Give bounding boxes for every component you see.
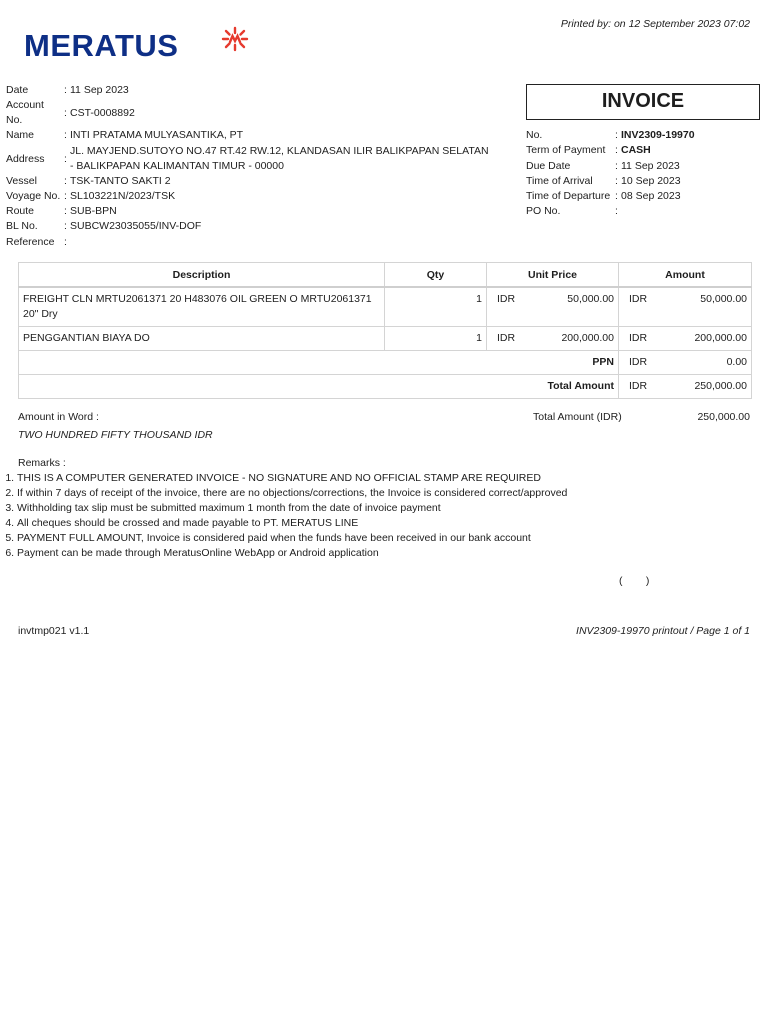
info-label: Route — [6, 205, 35, 217]
amount-value: 0.00 — [726, 356, 747, 368]
page-indicator: INV2309-19970 printout / Page 1 of 1 — [576, 625, 750, 637]
meratus-logo — [24, 24, 254, 68]
item-qty: 1 — [385, 287, 487, 327]
item-qty: 1 — [385, 327, 487, 351]
remarks-title: Remarks : — [18, 457, 66, 469]
info-value: INTI PRATAMA MULYASANTIKA, PT — [70, 129, 244, 141]
item-amount — [619, 287, 752, 327]
info-value: 08 Sep 2023 — [621, 190, 681, 202]
amount-in-word-label: Amount in Word : — [18, 411, 99, 423]
printed-by: Printed by: on 12 September 2023 07:02 — [560, 18, 750, 30]
info-value: 10 Sep 2023 — [621, 175, 681, 187]
info-value: SL103221N/2023/TSK — [70, 190, 176, 202]
table-row — [19, 327, 752, 351]
column-header: Amount — [619, 263, 752, 288]
table-header-row — [19, 263, 752, 288]
item-unit-price — [487, 327, 619, 351]
logo-text: MERATUS — [24, 28, 179, 63]
info-row-account: Account No. : CST-0008892 — [6, 98, 506, 128]
table-row — [19, 287, 752, 327]
info-label: Vessel — [6, 175, 37, 187]
remark-item: 5. PAYMENT FULL AMOUNT, Invoice is considered paid when the funds have been received in our bank account — [17, 531, 757, 546]
column-header: Qty — [385, 263, 487, 288]
info-label: Time of Departure — [526, 190, 611, 202]
info-value: 11 Sep 2023 — [70, 84, 129, 96]
info-label: Address — [6, 153, 45, 165]
info-label: Name — [6, 129, 35, 141]
invoice-items-table — [18, 262, 752, 399]
payment-term: CASH — [621, 144, 651, 156]
invoice-number: INV2309-19970 — [621, 129, 695, 141]
info-label: BL No. — [6, 220, 38, 232]
template-version: invtmp021 v1.1 — [18, 625, 90, 637]
remark-item: 4. All cheques should be crossed and made payable to PT. MERATUS LINE — [17, 516, 757, 531]
info-label: Due Date — [526, 160, 571, 172]
info-label: Date — [6, 84, 29, 96]
info-value: SUB-BPN — [70, 205, 117, 217]
total-idr-label: Total Amount (IDR) — [533, 411, 622, 423]
total-idr-value: 250,000.00 — [697, 411, 750, 423]
info-value: 11 Sep 2023 — [621, 160, 680, 172]
amount-value: 50,000.00 — [700, 293, 747, 305]
item-unit-price — [487, 287, 619, 327]
info-label: Voyage No. — [6, 190, 61, 202]
info-label: Time of Arrival — [526, 175, 593, 187]
info-value: JL. MAYJEND.SUTOYO NO.47 RT.42 RW.12, KLANDASAN ILIR BALIKPAPAN SELATAN - BALIKPAPAN KALIMANTAN TIMUR - 00000 — [70, 145, 489, 172]
currency-code: IDR — [629, 332, 648, 344]
total-label: Total Amount — [19, 375, 619, 399]
item-description: FREIGHT CLN MRTU2061371 20 H483076 OIL GREEN O MRTU2061371 20" Dry — [19, 287, 385, 327]
total-row — [19, 375, 752, 399]
column-header: Description — [19, 263, 385, 288]
ppn-row — [19, 351, 752, 375]
total-amount — [619, 375, 752, 399]
remark-item: 2. If within 7 days of receipt of the invoice, there are no objections/corrections, the Invoice is considered correct/approved — [17, 486, 757, 501]
invoice-title: INVOICE — [526, 84, 760, 120]
currency-code: IDR — [629, 356, 648, 368]
info-label: Account No. — [6, 99, 44, 126]
price-value: 50,000.00 — [567, 293, 614, 305]
currency-code: IDR — [629, 293, 648, 305]
price-value: 200,000.00 — [561, 332, 614, 344]
currency-code: IDR — [629, 380, 648, 392]
meratus-mark-icon — [220, 26, 250, 52]
info-value: CST-0008892 — [70, 107, 135, 119]
remark-item: 6. Payment can be made through MeratusOnline WebApp or Android application — [17, 546, 757, 561]
info-label: PO No. — [526, 205, 561, 217]
remark-item: 3. Withholding tax slip must be submitted maximum 1 month from the date of invoice payment — [17, 501, 757, 516]
info-value: TSK-TANTO SAKTI 2 — [70, 175, 171, 187]
item-description: PENGGANTIAN BIAYA DO — [19, 327, 385, 351]
item-amount — [619, 327, 752, 351]
remark-item: 1. THIS IS A COMPUTER GENERATED INVOICE - NO SIGNATURE AND NO OFFICIAL STAMP ARE REQUIRED — [17, 471, 757, 486]
currency-code: IDR — [497, 293, 516, 305]
ppn-label: PPN — [19, 351, 619, 375]
info-label: Reference — [6, 236, 55, 248]
amount-value: 200,000.00 — [694, 332, 747, 344]
info-value: SUBCW23035055/INV-DOF — [70, 220, 202, 232]
signature-placeholder: ( ) — [619, 575, 650, 587]
ppn-amount — [619, 351, 752, 375]
column-header: Unit Price — [487, 263, 619, 288]
info-label: Term of Payment — [526, 144, 606, 156]
amount-value: 250,000.00 — [694, 380, 747, 392]
remarks-list — [0, 471, 757, 561]
currency-code: IDR — [497, 332, 516, 344]
info-label: No. — [526, 129, 543, 141]
amount-in-word: TWO HUNDRED FIFTY THOUSAND IDR — [18, 429, 213, 441]
info-row-address: Address : JL. MAYJEND.SUTOYO NO.47 RT.42 RW.12, KLANDASAN ILIR BALIKPAPAN SELATAN - BALIKPAPAN KALIMANTAN TIMUR - 00000 — [6, 145, 489, 172]
